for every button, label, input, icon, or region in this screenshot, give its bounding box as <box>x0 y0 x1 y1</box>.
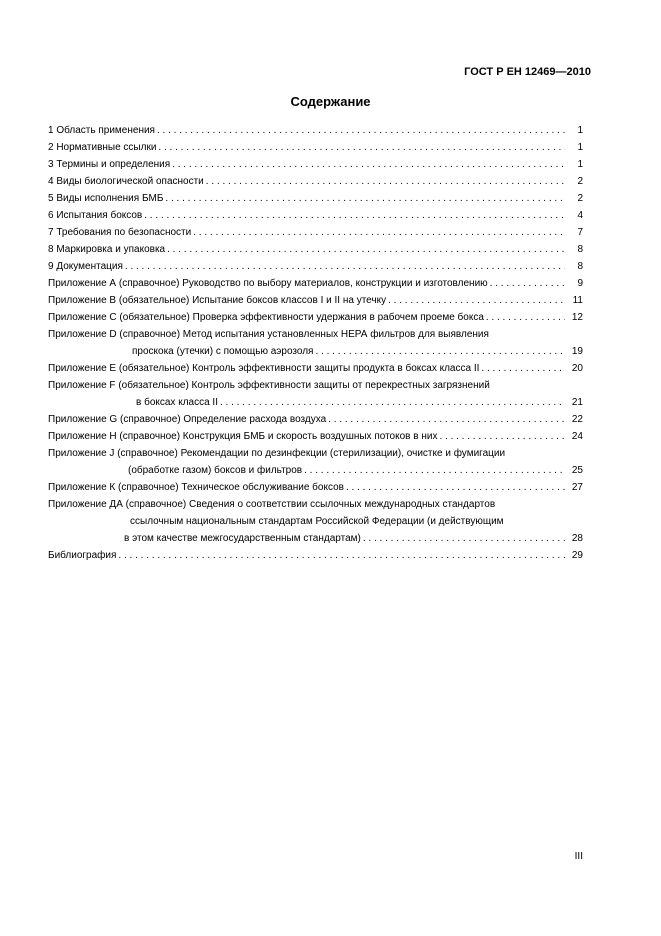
toc-entry[interactable] <box>48 122 583 139</box>
toc-entry[interactable] <box>48 241 583 258</box>
toc-leader-dots <box>304 462 565 479</box>
toc-entry-title: 8 Маркировка и упаковка <box>48 244 166 255</box>
toc-entry-title: Библиография <box>48 550 117 561</box>
toc-entry[interactable] <box>48 445 583 479</box>
toc-entry[interactable] <box>48 547 583 564</box>
toc-entry-title: Приложение Н (справочное) Конструкция БМБ и скорость воздушных потоков в них <box>48 431 438 442</box>
toc-leader-dots <box>118 547 565 564</box>
toc-page-number: 1 <box>577 159 583 170</box>
toc-entry[interactable] <box>48 207 583 224</box>
toc-page-number: 11 <box>572 295 583 306</box>
table-of-contents <box>48 122 583 564</box>
toc-leader-dots <box>172 156 565 173</box>
page-title: Содержание <box>290 94 371 109</box>
toc-leader-dots <box>346 479 565 496</box>
toc-entry-title: Приложение К (справочное) Техническое обслуживание боксов <box>48 482 344 493</box>
toc-page-number: 4 <box>577 210 583 221</box>
toc-leader-dots <box>193 224 565 241</box>
toc-leader-dots <box>144 207 565 224</box>
toc-entry[interactable] <box>48 190 583 207</box>
toc-page-number: 20 <box>571 363 583 374</box>
toc-entry-title: Приложение А (справочное) Руководство по выбору материалов, конструкции и изготовлению <box>48 278 488 289</box>
toc-entry[interactable] <box>48 275 583 292</box>
toc-page-number: 28 <box>571 533 583 544</box>
toc-entry[interactable] <box>48 139 583 156</box>
toc-page-number: 8 <box>577 244 583 255</box>
toc-leader-dots <box>363 530 565 547</box>
toc-entry-title: 1 Область применения <box>48 125 155 136</box>
toc-page-number: 27 <box>571 482 583 493</box>
toc-page-number: 2 <box>577 193 583 204</box>
toc-entry-title: Приложение J (справочное) Рекомендации по дезинфекции (стерилизации), очистке и фумигации <box>48 448 506 459</box>
toc-leader-dots <box>388 292 565 309</box>
toc-entry-title: 7 Требования по безопасности <box>48 227 192 238</box>
toc-entry-title: Приложение С (обязательное) Проверка эффективности удержания в рабочем проеме бокса <box>48 312 484 323</box>
toc-leader-dots <box>220 394 565 411</box>
toc-page-number: 24 <box>571 431 583 442</box>
toc-entry[interactable] <box>48 428 583 445</box>
toc-leader-dots <box>165 190 565 207</box>
toc-entry-title: 9 Документация <box>48 261 123 272</box>
toc-page-number: 12 <box>571 312 583 323</box>
toc-page-number: 1 <box>577 125 583 136</box>
toc-entry-title: Приложение F (обязательное) Контроль эффективности защиты от перекрестных загрязнений <box>48 380 490 391</box>
toc-entry-title: Приложение G (справочное) Определение расхода воздуха <box>48 414 327 425</box>
toc-entry[interactable] <box>48 360 583 377</box>
toc-entry-title: 5 Виды исполнения БМБ <box>48 193 164 204</box>
toc-entry[interactable] <box>48 156 583 173</box>
toc-leader-dots <box>158 139 565 156</box>
toc-entry[interactable] <box>48 309 583 326</box>
standard-number: ГОСТ Р ЕН 12469—2010 <box>464 66 591 78</box>
toc-entry[interactable] <box>48 258 583 275</box>
toc-leader-dots <box>125 258 565 275</box>
toc-page-number: 8 <box>577 261 583 272</box>
toc-leader-dots <box>157 122 565 139</box>
toc-page-number: 1 <box>577 142 583 153</box>
toc-entry-title: Приложение В (обязательное) Испытание боксов классов I и II на утечку <box>48 295 387 306</box>
toc-page-number: 21 <box>571 397 583 408</box>
toc-leader-dots <box>206 173 565 190</box>
toc-leader-dots <box>315 343 565 360</box>
toc-entry-title: ссылочным национальным стандартам Российской Федерации (и действующим <box>130 516 504 527</box>
toc-entry-title: 4 Виды биологической опасности <box>48 176 204 187</box>
toc-entry-title: в боксах класса II <box>136 397 218 408</box>
page-number: III <box>574 851 583 862</box>
toc-entry-title: в этом качестве межгосударственным стандартам) <box>124 533 361 544</box>
toc-entry-title: Приложение D (справочное) Метод испытания установленных НЕРА фильтров для выявления <box>48 329 489 340</box>
toc-entry[interactable] <box>48 326 583 360</box>
toc-entry-title: (обработке газом) боксов и фильтров <box>128 465 303 476</box>
toc-page-number: 7 <box>577 227 583 238</box>
toc-entry[interactable] <box>48 377 583 411</box>
toc-leader-dots <box>481 360 565 377</box>
toc-entry-title: Приложение ДА (справочное) Сведения о соответствии ссылочных международных стандартов <box>48 499 496 510</box>
toc-leader-dots <box>486 309 565 326</box>
toc-page-number: 9 <box>577 278 583 289</box>
toc-entry-title: 2 Нормативные ссылки <box>48 142 157 153</box>
toc-leader-dots <box>328 411 565 428</box>
toc-entry[interactable] <box>48 292 583 309</box>
toc-page-number: 29 <box>571 550 583 561</box>
toc-entry[interactable] <box>48 496 583 547</box>
toc-entry-title: проскока (утечки) с помощью аэрозоля <box>132 346 314 357</box>
toc-entry[interactable] <box>48 479 583 496</box>
toc-page-number: 2 <box>577 176 583 187</box>
toc-entry-title: 6 Испытания боксов <box>48 210 143 221</box>
toc-page-number: 25 <box>571 465 583 476</box>
toc-entry-title: 3 Термины и определения <box>48 159 171 170</box>
toc-entry[interactable] <box>48 411 583 428</box>
toc-leader-dots <box>167 241 565 258</box>
toc-entry[interactable] <box>48 173 583 190</box>
toc-leader-dots <box>490 275 565 292</box>
toc-page-number: 22 <box>571 414 583 425</box>
toc-entry-title: Приложение Е (обязательное) Контроль эффективности защиты продукта в боксах класса II <box>48 363 480 374</box>
toc-entry[interactable] <box>48 224 583 241</box>
toc-page-number: 19 <box>571 346 583 357</box>
toc-leader-dots <box>439 428 565 445</box>
